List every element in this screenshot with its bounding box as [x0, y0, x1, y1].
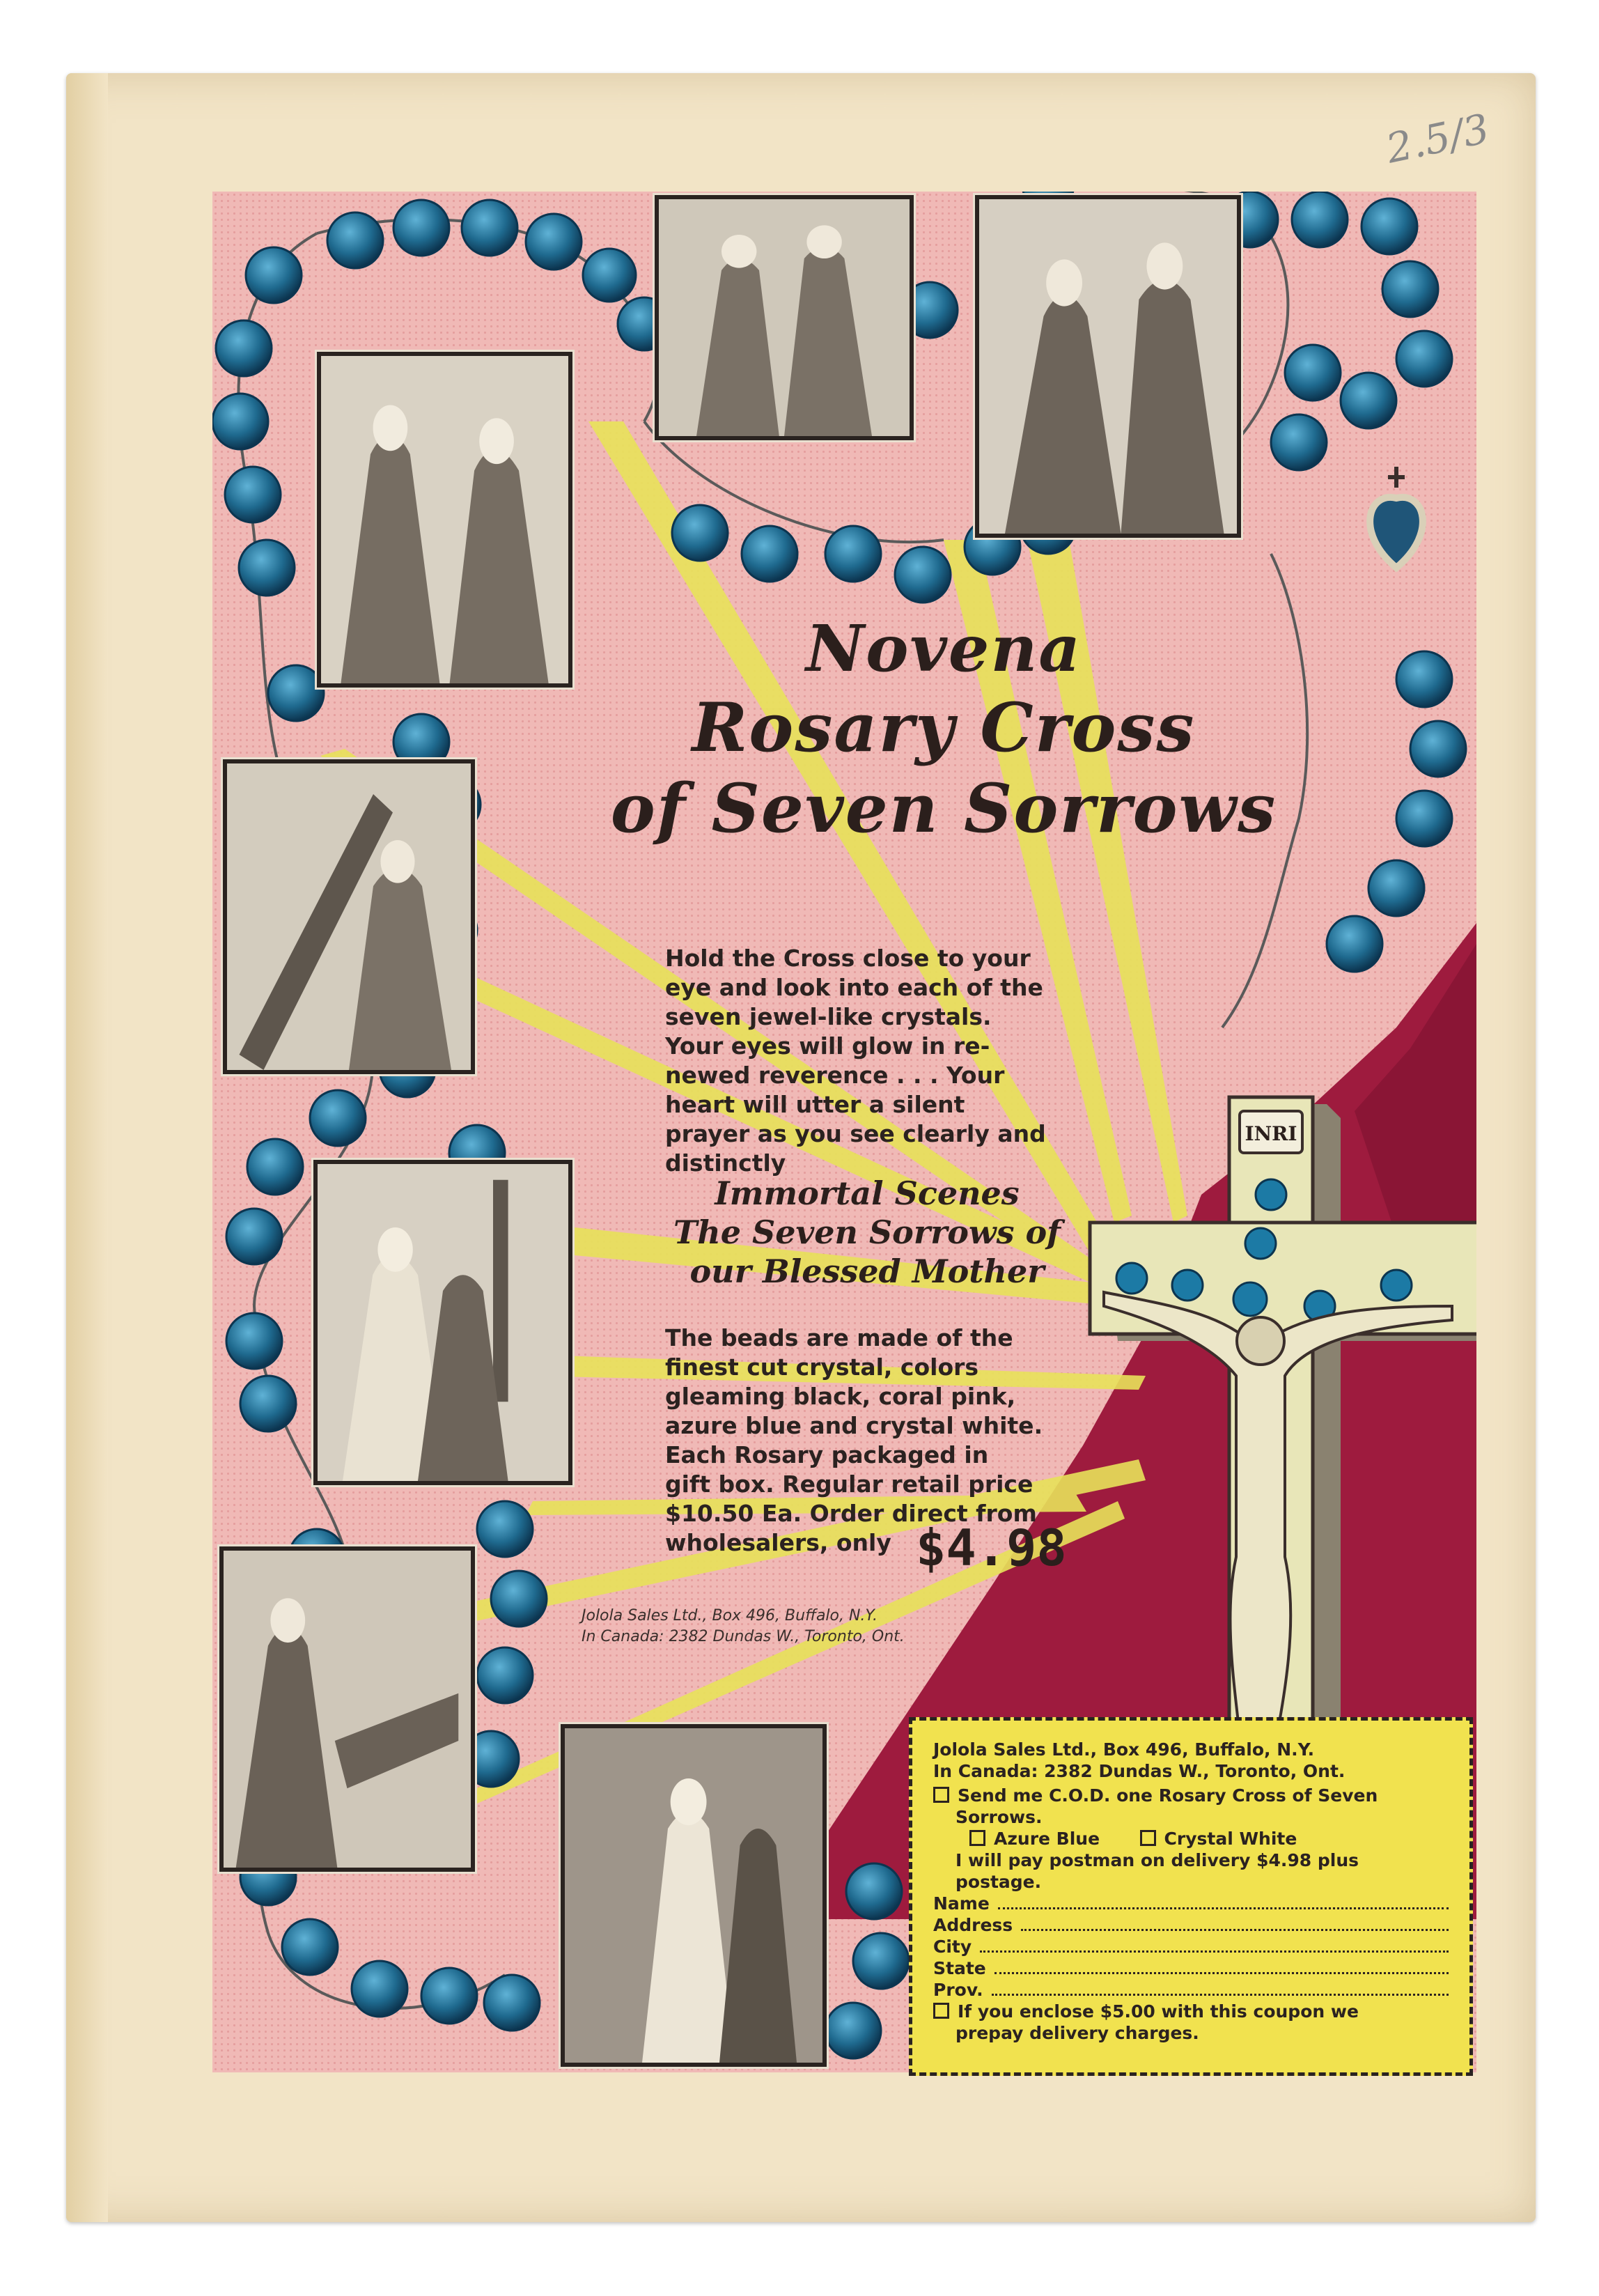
order-label-cont: Sorrows. [956, 1807, 1043, 1827]
scene-photo-burial [561, 1724, 827, 2067]
intro-paragraph [665, 944, 1097, 1178]
scene-photo-presentation [655, 195, 914, 440]
intro-line: eye and look into each of the [665, 974, 1043, 1001]
details-line: $10.50 Ea. Order direct from [665, 1500, 1037, 1527]
intro-line: heart will utter a silent [665, 1091, 965, 1118]
order-coupon [909, 1717, 1473, 2076]
city-field[interactable] [933, 1936, 1449, 1957]
prepay-label: If you enclose $5.00 with this coupon we [958, 2001, 1359, 2022]
province-field-label: Prov. [933, 1980, 983, 2000]
address-line: In Canada: 2382 Dundas W., Toronto, Ont. [582, 1628, 905, 1645]
pay-line: I will pay postman on delivery $4.98 plus [956, 1850, 1359, 1870]
crystal-white-checkbox[interactable] [1140, 1830, 1156, 1846]
address-line: Jolola Sales Ltd., Box 496, Buffalo, N.Y. [582, 1607, 878, 1624]
inri-plaque: INRI [1245, 1122, 1297, 1145]
intro-line: distinctly [665, 1149, 786, 1177]
scenes-heading [644, 1174, 1090, 1291]
azure-blue-checkbox[interactable] [969, 1830, 985, 1846]
scene-photo-finding-in-temple [317, 352, 572, 688]
cod-order-checkbox[interactable] [933, 1787, 949, 1803]
details-line: gleaming black, coral pink, [665, 1383, 1016, 1410]
scenes-line: Immortal Scenes [715, 1174, 1020, 1212]
coupon-address-line: Jolola Sales Ltd., Box 496, Buffalo, N.Y. [933, 1739, 1315, 1760]
prepay-checkbox[interactable] [933, 2003, 949, 2019]
scenes-line: The Seven Sorrows of [673, 1213, 1061, 1251]
details-line: azure blue and crystal white. [665, 1412, 1043, 1439]
title-line-rosary-cross: Rosary Cross [692, 688, 1196, 767]
name-field[interactable] [933, 1893, 1449, 1914]
details-line: The beads are made of the [665, 1324, 1013, 1351]
intro-line: Your eyes will glow in re- [665, 1032, 990, 1060]
pencil-grade-note: 2.5/3 [1382, 104, 1494, 173]
scene-photo-flight-to-egypt [975, 195, 1241, 538]
details-line: Each Rosary packaged in [665, 1441, 989, 1468]
intro-line: seven jewel-like crystals. [665, 1003, 992, 1030]
order-label: Send me C.O.D. one Rosary Cross of Seven [958, 1785, 1378, 1806]
prepay-label-cont: prepay delivery charges. [956, 2023, 1199, 2043]
state-field-label: State [933, 1958, 986, 1978]
pay-line: postage. [956, 1872, 1042, 1892]
crystal-white-label: Crystal White [1164, 1829, 1297, 1849]
intro-line: Hold the Cross close to your [665, 945, 1031, 972]
title-line-seven-sorrows: of Seven Sorrows [610, 769, 1277, 848]
advertiser-address [582, 1606, 999, 1647]
details-line: gift box. Regular retail price [665, 1471, 1034, 1498]
intro-line: prayer as you see clearly and [665, 1120, 1046, 1147]
page-edge [66, 73, 108, 2222]
name-field-label: Name [933, 1893, 990, 1914]
address-field-label: Address [933, 1915, 1013, 1935]
state-field[interactable] [933, 1957, 1449, 1979]
scene-photo-crucifixion [313, 1160, 572, 1485]
coupon-address-line: In Canada: 2382 Dundas W., Toronto, Ont. [933, 1761, 1346, 1781]
address-field[interactable] [933, 1914, 1449, 1936]
scenes-line: our Blessed Mother [689, 1252, 1045, 1290]
city-field-label: City [933, 1937, 972, 1957]
details-line: wholesalers, only [665, 1529, 891, 1556]
title-line-novena: Novena [806, 611, 1082, 686]
azure-blue-label: Azure Blue [994, 1829, 1100, 1849]
price-tag: $4.98 [916, 1519, 1067, 1577]
intro-line: newed reverence . . . Your [665, 1062, 1005, 1089]
details-line: finest cut crystal, colors [665, 1353, 979, 1381]
province-field[interactable] [933, 1979, 1449, 2001]
scene-photo-descent-from-cross [219, 1546, 475, 1872]
scene-photo-way-of-the-cross [223, 759, 475, 1074]
ad-title [602, 610, 1285, 849]
